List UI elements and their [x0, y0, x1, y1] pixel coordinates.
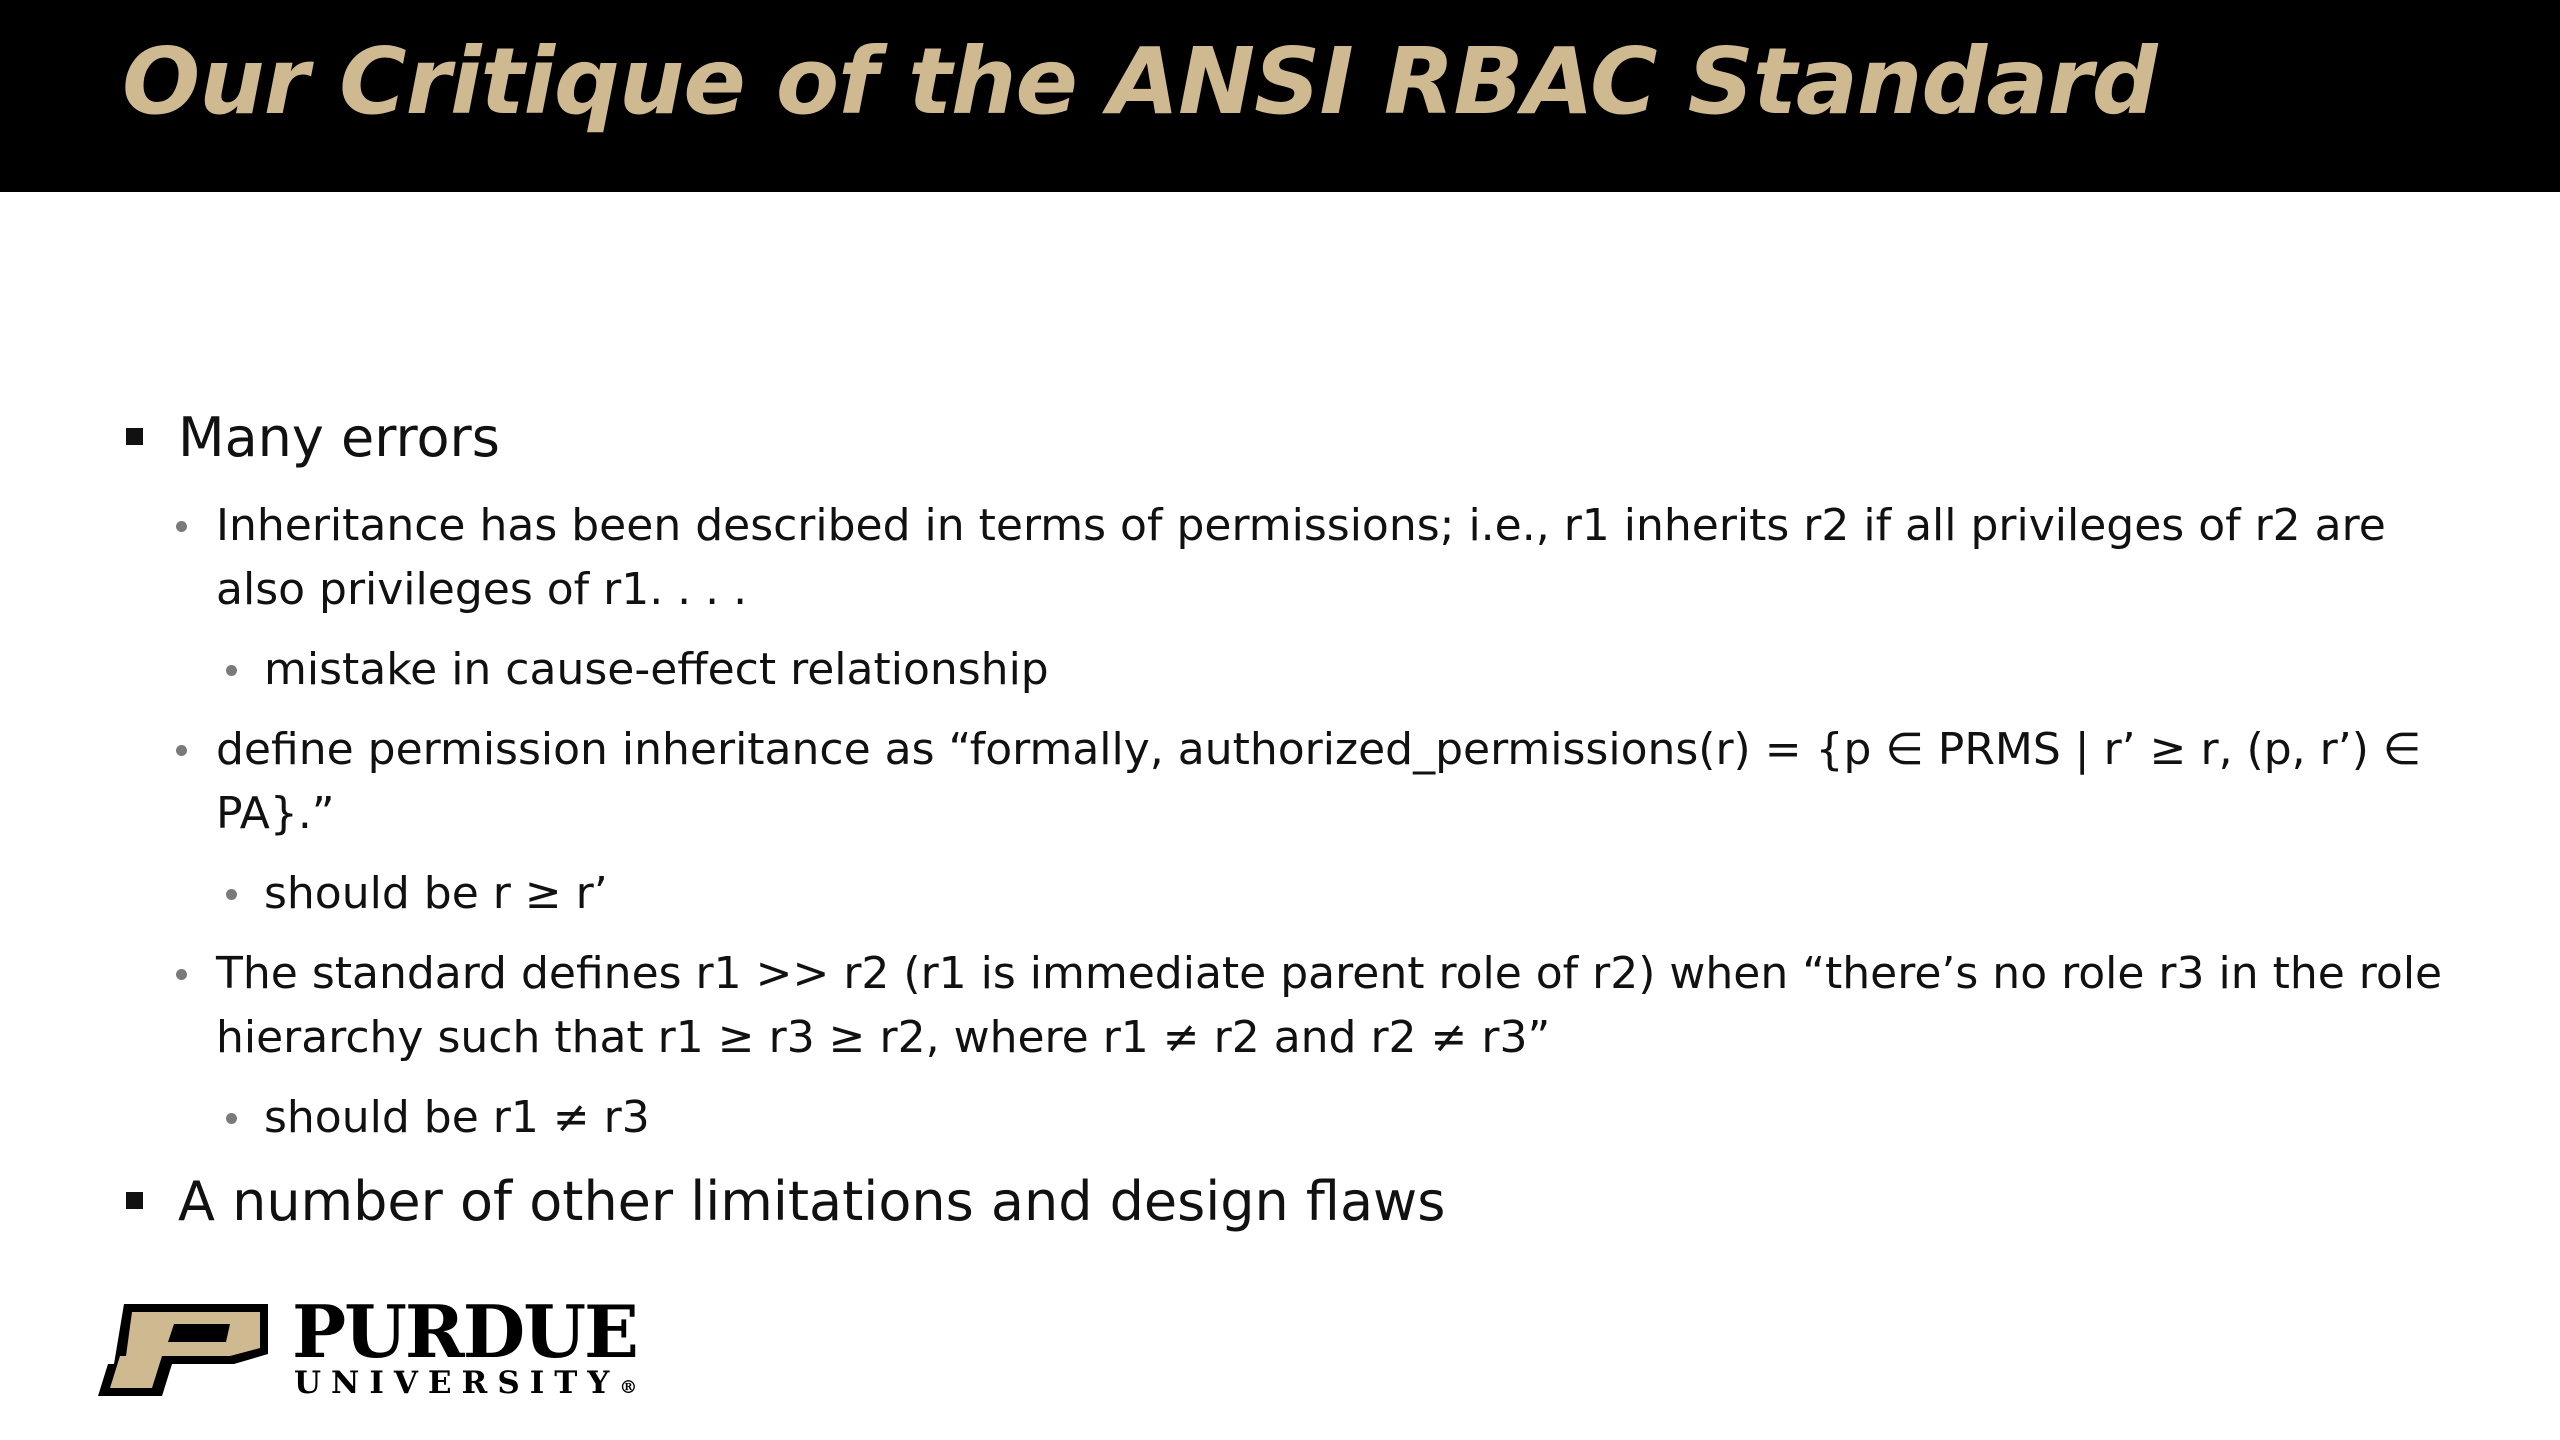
square-bullet-icon [126, 1192, 143, 1209]
sub-bullet-immediate-parent [216, 942, 2486, 1070]
bullet-text: A number of other limitations and design flaws [178, 1170, 1446, 1233]
purdue-p-motif-icon [96, 1300, 276, 1400]
bullet-text: Many errors [178, 406, 500, 469]
sub-sub-bullet-should-be-r1 [264, 1086, 650, 1150]
round-bullet-icon [226, 889, 237, 900]
round-bullet-icon [226, 665, 237, 676]
sub-sub-bullet-cause-effect [264, 638, 1049, 702]
square-bullet-icon [126, 428, 143, 445]
round-bullet-icon [226, 1113, 237, 1124]
purdue-logo [96, 1289, 638, 1401]
slide-title: Our Critique of the ANSI RBAC Standard [122, 28, 2157, 135]
round-bullet-icon [176, 969, 187, 980]
sub-bullet-inheritance [216, 494, 2486, 622]
bullet-text: should be r1 ≠ r3 [264, 1092, 650, 1143]
bullet-text: define permission inheritance as “formally, authorized_permissions(r) = {p ∈ PRMS | r’ ≥ r, (p, r’) ∈ PA}.” [216, 724, 2422, 839]
round-bullet-icon [176, 521, 187, 532]
bullet-text: Inheritance has been described in terms of permissions; i.e., r1 inherits r2 if all privileges of r2 are also privileges of r1. . . . [216, 500, 2386, 615]
sub-bullet-permission-inheritance [216, 718, 2486, 846]
bullet-text: should be r ≥ r’ [264, 868, 608, 919]
bullet-many-errors [178, 404, 500, 472]
bullet-text: The standard defines r1 >> r2 (r1 is immediate parent role of r2) when “there’s no role r3 in the role hierarchy such that r1 ≥ r3 ≥ r2, where r1 ≠ r2 and r2 ≠ r3” [216, 948, 2443, 1063]
logo-wordmark: PURDUE [292, 1289, 637, 1374]
bullet-other-limitations [178, 1168, 1445, 1236]
bullet-text: mistake in cause-effect relationship [264, 644, 1049, 695]
sub-sub-bullet-should-be-r [264, 862, 608, 926]
logo-subtitle: UNIVERSITY® [294, 1365, 638, 1401]
round-bullet-icon [176, 745, 187, 756]
